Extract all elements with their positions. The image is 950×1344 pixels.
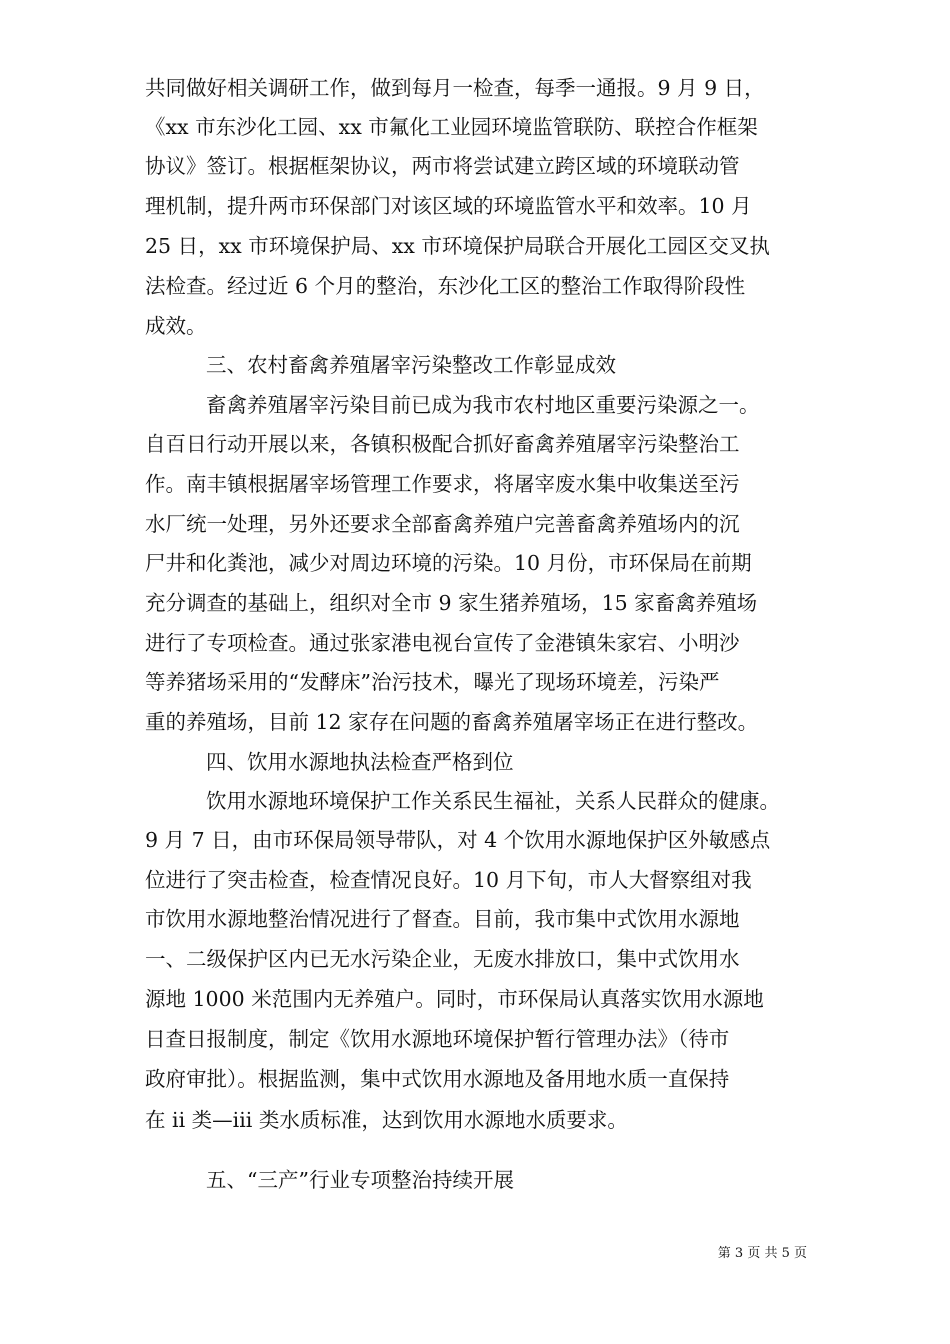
text-line: 重的养殖场，目前 12 家存在问题的畜禽养殖屠宰场正在进行整改。 [145,710,759,734]
text-line: 9 月 7 日，由市环保局领导带队，对 4 个饮用水源地保护区外敏感点 [145,828,771,852]
text-line: 水厂统一处理，另外还要求全部畜禽养殖户完善畜禽养殖场内的沉 [145,512,740,536]
text-line: 成效。 [145,314,207,338]
text-line: 共同做好相关调研工作，做到每月一检查，每季一通报。9 月 9 日， [145,76,765,100]
section-heading: 五、“三产”行业专项整治持续开展 [206,1168,514,1192]
text-line: 市饮用水源地整治情况进行了督查。目前，我市集中式饮用水源地 [145,907,740,931]
text-line: 日查日报制度，制定《饮用水源地环境保护暂行管理办法》（待市 [145,1027,730,1051]
text-line: 尸井和化粪池，减少对周边环境的污染。10 月份，市环保局在前期 [145,551,752,575]
section-heading: 四、饮用水源地执法检查严格到位 [206,750,514,774]
paragraph-first-line: 饮用水源地环境保护工作关系民生福祉，关系人民群众的健康。 [206,789,780,813]
text-line: 在 ii 类—iii 类水质标准，达到饮用水源地水质要求。 [145,1108,628,1132]
text-line: 《xx 市东沙化工园、xx 市氟化工业园环境监管联防、联控合作框架 [145,115,758,139]
text-line: 一、二级保护区内已无水污染企业，无废水排放口，集中式饮用水 [145,947,740,971]
text-line: 法检查。经过近 6 个月的整治，东沙化工区的整治工作取得阶段性 [145,274,746,298]
paragraph-first-line: 畜禽养殖屠宰污染目前已成为我市农村地区重要污染源之一。 [206,393,760,417]
text-line: 充分调查的基础上，组织对全市 9 家生猪养殖场，15 家畜禽养殖场 [145,591,758,615]
text-line: 政府审批）。根据监测，集中式饮用水源地及备用地水质一直保持 [145,1067,730,1091]
text-line: 作。南丰镇根据屠宰场管理工作要求，将屠宰废水集中收集送至污 [145,472,740,496]
text-line: 理机制，提升两市环保部门对该区域的环境监管水平和效率。10 月 [145,194,752,218]
text-line: 25 日，xx 市环境保护局、xx 市环境保护局联合开展化工园区交叉执 [145,234,770,258]
text-line: 等养猪场采用的“发酵床”治污技术，曝光了现场环境差，污染严 [145,670,720,694]
page-number: 第 3 页 共 5 页 [717,1246,807,1261]
text-line: 自百日行动开展以来，各镇积极配合抓好畜禽养殖屠宰污染整治工 [145,432,740,456]
text-line: 进行了专项检查。通过张家港电视台宣传了金港镇朱家宕、小明沙 [145,631,740,655]
section-heading: 三、农村畜禽养殖屠宰污染整改工作彰显成效 [206,353,616,377]
text-line: 源地 1000 米范围内无养殖户。同时，市环保局认真落实饮用水源地 [145,987,764,1011]
text-line: 位进行了突击检查，检查情况良好。10 月下旬，市人大督察组对我 [145,868,752,892]
text-line: 协议》签订。根据框架协议，两市将尝试建立跨区域的环境联动管 [145,154,740,178]
